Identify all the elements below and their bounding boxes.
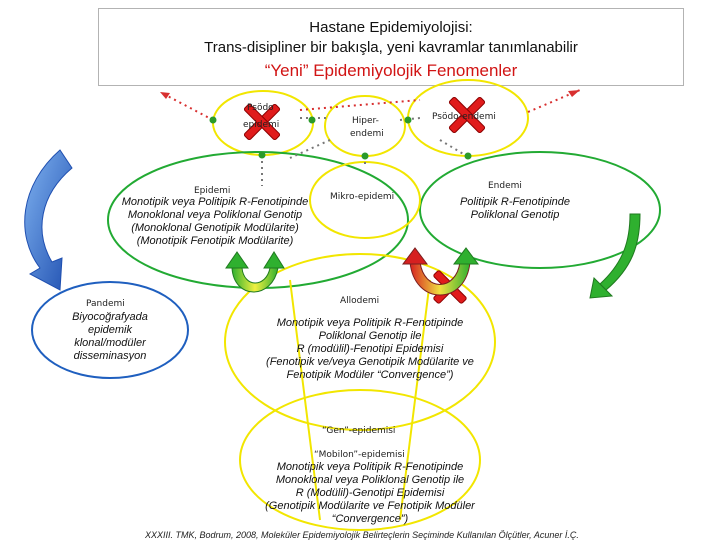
arrow-head-icon bbox=[568, 90, 580, 97]
allodemi-label: Allodemi bbox=[340, 296, 380, 306]
arrow-head-icon bbox=[264, 252, 284, 268]
dotted-link-red bbox=[300, 100, 420, 110]
psodo-epidemi-label: epidemi bbox=[243, 120, 280, 130]
arrow-head-icon bbox=[454, 248, 478, 264]
mobilon-epidemisi-label: “Mobilon”-epidemisi bbox=[314, 450, 405, 460]
hiper-endemi-label: endemi bbox=[350, 129, 384, 139]
mobilon-description: Monotipik veya Politipik R-Fenotipinde Monoklonal veya Poliklonal Genotip ile R (Modülil)-Genotipi Epidemisi (Genotipik Modülarite ve Fenotipik Modüler “Convergence”) bbox=[265, 461, 475, 525]
curved-arrow-icon bbox=[600, 214, 640, 290]
endemi-label: Endemi bbox=[488, 181, 522, 191]
hiper-endemi-label: Hiper- bbox=[352, 116, 379, 126]
header-title: “Yeni” Epidemiyolojik Fenomenler bbox=[264, 61, 518, 80]
psodo-epidemi-label: Psödo bbox=[247, 103, 274, 113]
arrow-head-icon bbox=[226, 252, 248, 268]
node-dot bbox=[465, 153, 472, 160]
footer-citation: XXXIII. TMK, Bodrum, 2008, Moleküler Epidemiyolojik Belirteçlerin Seçiminde Kullanılan Ölçütler, Acuner İ.Ç. bbox=[145, 530, 579, 540]
dotted-link-red bbox=[160, 92, 213, 120]
psodo-endemi-label: Psödo-endemi bbox=[432, 112, 496, 122]
endemi-description: Politipik R-Fenotipinde Poliklonal Genotip bbox=[459, 196, 571, 221]
pandemi-description: Biyocoğrafyada epidemik klonal/modüler disseminasyon bbox=[72, 311, 148, 362]
node-dot bbox=[210, 117, 217, 124]
allodemi-description: Monotipik veya Politipik R-Fenotipinde Poliklonal Genotip ile R (modülil)-Fenotipi Epidemisi (Fenotipik ve/veya Genotipik Modülarite ve Fenotipik Modüler “Convergence”) bbox=[266, 317, 474, 381]
epidemi-label: Epidemi bbox=[194, 186, 231, 196]
gen-epidemisi-label: “Gen”-epidemisi bbox=[322, 426, 396, 436]
node-dot bbox=[405, 117, 412, 124]
epidemi-description: Monotipik veya Politipik R-Fenotipinde Monoklonal veya Poliklonal Genotip (Monoklonal Genotipik Modülarite) (Monotipik Fenotipik Modülarite) bbox=[121, 196, 309, 247]
pandemi-label: Pandemi bbox=[86, 299, 125, 309]
node-dot bbox=[309, 117, 316, 124]
node-dot bbox=[259, 152, 266, 159]
node-dot bbox=[362, 153, 369, 160]
header-line-1: Hastane Epidemiyolojisi: bbox=[309, 19, 473, 36]
header-line-2: Trans-disipliner bir bakışla, yeni kavramlar tanımlanabilir bbox=[204, 39, 578, 56]
arrow-head-icon bbox=[403, 248, 427, 264]
arrow-head-icon bbox=[160, 92, 170, 99]
curved-arrow-icon bbox=[25, 150, 72, 290]
hiper-endemi-ellipse bbox=[325, 96, 405, 156]
mikro-epidemi-label: Mikro-epidemi bbox=[330, 192, 395, 202]
